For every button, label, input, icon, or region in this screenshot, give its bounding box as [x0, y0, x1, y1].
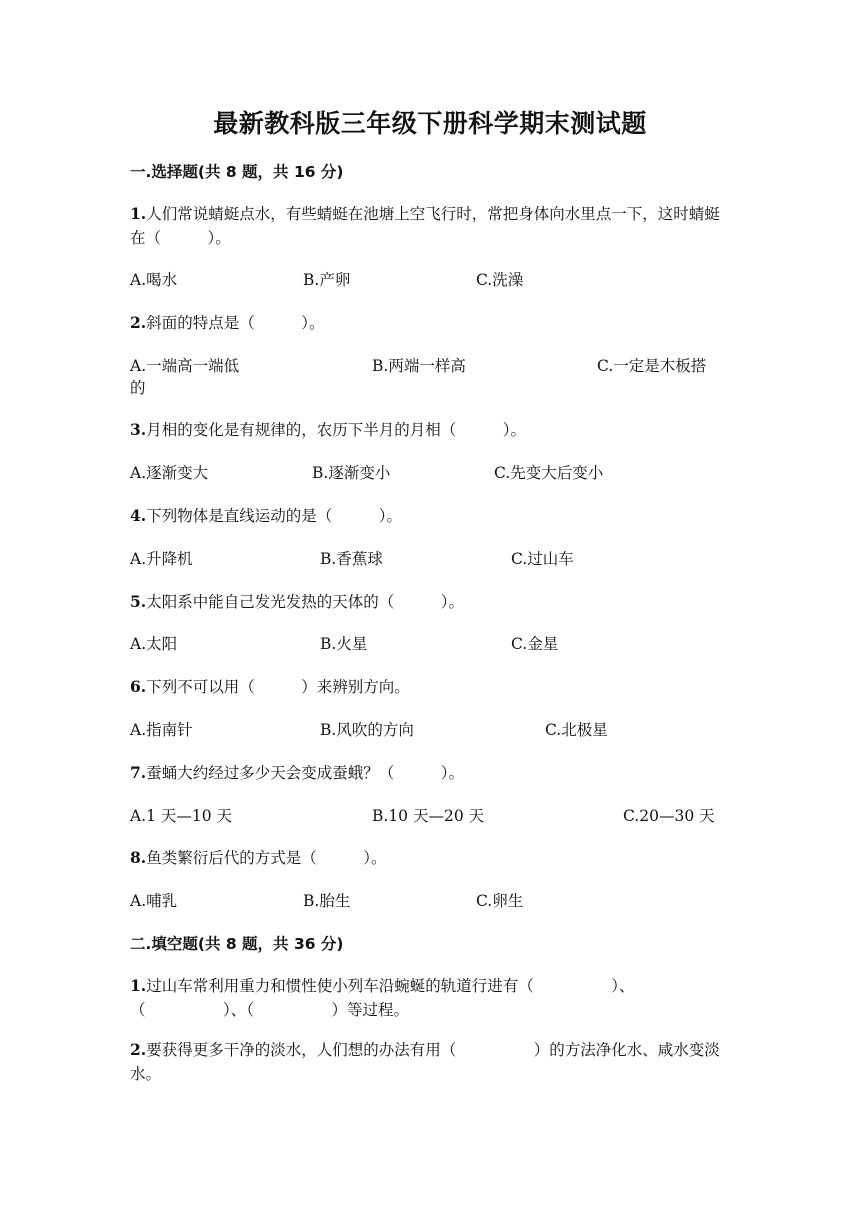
option-b: B.两端一样高	[372, 357, 466, 375]
option-b: B.产卵	[303, 271, 351, 289]
question-6	[130, 675, 410, 697]
option-b: B.胎生	[303, 892, 351, 910]
option-b: B.风吹的方向	[320, 721, 414, 739]
question-text: 鱼类繁衍后代的方式是（ ）。	[146, 849, 387, 867]
option-a: A.哺乳	[130, 892, 178, 910]
question-1	[130, 202, 730, 250]
question-7	[130, 761, 464, 783]
question-5	[130, 590, 464, 612]
option-c: C.20—30 天	[623, 807, 715, 825]
option-a: A.指南针	[130, 721, 193, 739]
question-text: 月相的变化是有规律的，农历下半月的月相（ ）。	[146, 421, 526, 439]
option-b: B.10 天—20 天	[372, 807, 485, 825]
option-c: C.金星	[511, 635, 559, 653]
option-a: A.1 天—10 天	[130, 807, 233, 825]
question-text: 斜面的特点是（ ）。	[146, 314, 325, 332]
option-a: A.喝水	[130, 271, 178, 289]
question-number: 3.	[130, 420, 147, 439]
question-text: 下列物体是直线运动的是（ ）。	[146, 507, 402, 525]
option-b: B.火星	[320, 635, 368, 653]
option-c: C.卵生	[476, 892, 524, 910]
fill-question-1	[130, 974, 730, 1022]
option-b: B.香蕉球	[320, 550, 383, 568]
question-number: 5.	[130, 592, 147, 611]
question-text: 下列不可以用（ ）来辨别方向。	[146, 678, 410, 696]
question-4	[130, 504, 402, 526]
question-number: 6.	[130, 677, 147, 696]
option-c-wrap: 的	[130, 379, 146, 397]
question-2	[130, 311, 324, 333]
page-title: 最新教科版三年级下册科学期末测试题	[213, 109, 647, 138]
question-3	[130, 418, 526, 440]
option-c: C.过山车	[511, 550, 574, 568]
question-number: 2.	[130, 1040, 147, 1059]
question-number: 2.	[130, 313, 147, 332]
section-heading-choice: 一.选择题(共 8 题，共 16 分)	[130, 163, 344, 181]
option-a: A.逐渐变大	[130, 464, 209, 482]
option-a: A.升降机	[130, 550, 193, 568]
question-text: 太阳系中能自己发光发热的天体的（ ）。	[146, 593, 464, 611]
section-heading-fill: 二.填空题(共 8 题，共 36 分)	[130, 935, 344, 953]
option-c: C.北极星	[545, 721, 608, 739]
question-number: 7.	[130, 763, 147, 782]
question-text: 蚕蛹大约经过多少天会变成蚕蛾？（ ）。	[146, 764, 464, 782]
option-c: C.洗澡	[476, 271, 524, 289]
question-text: 过山车常利用重力和惯性使小列车沿蜿蜒的轨道行进有（ ）、（ ）、（ ）等过程。	[130, 977, 635, 1019]
option-a: A.太阳	[130, 635, 178, 653]
question-number: 8.	[130, 848, 147, 867]
question-number: 4.	[130, 506, 147, 525]
question-number: 1.	[130, 204, 147, 223]
option-c: C.一定是木板搭	[597, 357, 707, 375]
question-text: 人们常说蜻蜓点水，有些蜻蜓在池塘上空飞行时，常把身体向水里点一下，这时蜻蜓在（ ）。	[130, 205, 720, 247]
fill-question-2	[130, 1038, 730, 1086]
question-number: 1.	[130, 976, 147, 995]
option-b: B.逐渐变小	[312, 464, 391, 482]
option-a: A.一端高一端低	[130, 357, 240, 375]
option-c: C.先变大后变小	[494, 464, 604, 482]
question-text: 要获得更多干净的淡水，人们想的办法有用（ ）的方法净化水、咸水变淡水。	[130, 1041, 720, 1083]
question-8	[130, 846, 386, 868]
